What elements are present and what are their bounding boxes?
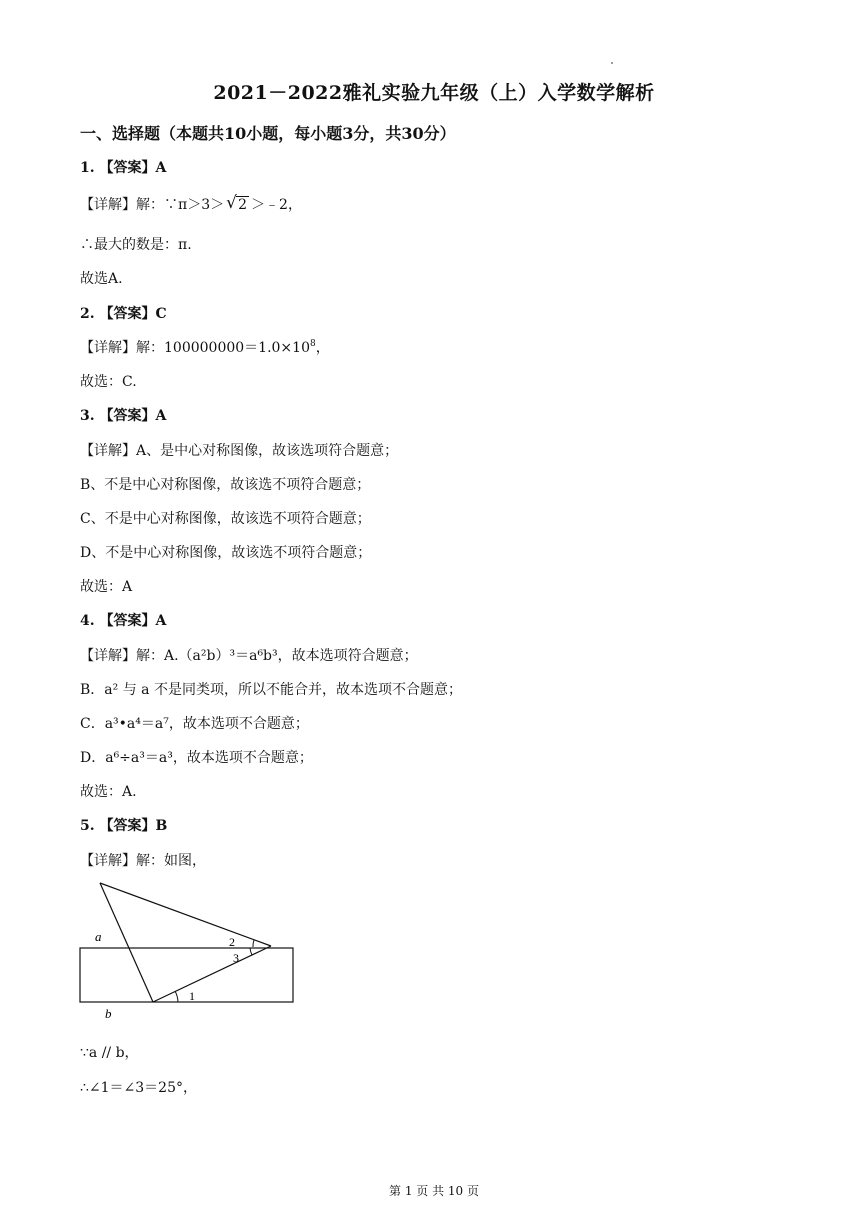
q1-sqrt-arg: 2 xyxy=(238,197,248,213)
label-b: b xyxy=(105,1006,112,1021)
speck xyxy=(611,62,613,64)
q4-line: 故选：A. xyxy=(80,784,137,800)
q4-answer: 4. 【答案】A xyxy=(80,613,167,629)
q2-text-suffix: ， xyxy=(315,340,330,356)
q3-line: 故选：A xyxy=(80,579,133,595)
label-a: a xyxy=(95,929,102,944)
q2-explanation xyxy=(80,337,330,357)
q5-line: ∵a // b， xyxy=(80,1045,139,1061)
q3-answer: 3. 【答案】A xyxy=(80,408,167,424)
label-angle1: 1 xyxy=(189,989,195,1003)
angle2-arc xyxy=(253,940,254,947)
geometry-figure xyxy=(78,876,298,1026)
q1-choice: 故选A. xyxy=(80,271,123,287)
triangle-side-bottom xyxy=(153,946,271,1002)
q5-answer: 5. 【答案】B xyxy=(80,818,168,834)
q5-line: 【详解】解：如图， xyxy=(80,853,206,869)
q2-choice: 故选：C. xyxy=(80,374,137,390)
sqrt-symbol: √ 2 xyxy=(226,193,248,213)
triangle-side-left xyxy=(100,883,153,1002)
page-title: 2021－2022雅礼实验九年级（上）入学数学解析 xyxy=(213,82,655,104)
q2-text-prefix: 【详解】解：100000000＝1.0×10 xyxy=(80,340,310,356)
angle3-arc xyxy=(250,948,252,955)
q1-text-suffix: ＞﹣2， xyxy=(251,197,302,213)
q1-conclusion: ∴最大的数是：π. xyxy=(80,237,192,253)
q3-line: B、不是中心对称图像，故该选不项符合题意； xyxy=(80,477,371,493)
section-heading: 一、选择题（本题共10小题，每小题3分，共30分） xyxy=(80,124,456,143)
q3-line: 【详解】A、是中心对称图像，故该选项符合题意； xyxy=(80,443,399,459)
q4-line: C．a³•a⁴＝a⁷，故本选项不合题意； xyxy=(80,716,309,732)
q4-line: B．a² 与 a 不是同类项，所以不能合并，故本选项不合题意； xyxy=(80,682,462,698)
q4-line: D．a⁶÷a³＝a³，故本选项不合题意； xyxy=(80,750,313,766)
triangle-side-top xyxy=(100,883,271,946)
q4-line: 【详解】解：A.（a²b）³＝a⁶b³，故本选项符合题意； xyxy=(80,648,418,664)
q3-line: D、不是中心对称图像，故该选不项符合题意； xyxy=(80,545,372,561)
label-angle2: 2 xyxy=(229,935,235,949)
q5-line: ∴∠1＝∠3＝25°， xyxy=(80,1080,197,1096)
q2-answer: 2. 【答案】C xyxy=(80,306,167,322)
angle1-arc xyxy=(175,991,178,1002)
q1-answer: 1. 【答案】A xyxy=(80,160,167,176)
page-footer: 第 1 页 共 10 页 xyxy=(389,1184,479,1198)
parallel-strip xyxy=(80,948,293,1002)
label-angle3: 3 xyxy=(233,951,239,965)
q2-exponent: 8 xyxy=(309,339,316,349)
q1-text-prefix: 【详解】解：∵π＞3＞ xyxy=(80,197,225,213)
q1-explanation xyxy=(80,194,302,214)
q3-line: C、不是中心对称图像，故该选不项符合题意； xyxy=(80,511,371,527)
